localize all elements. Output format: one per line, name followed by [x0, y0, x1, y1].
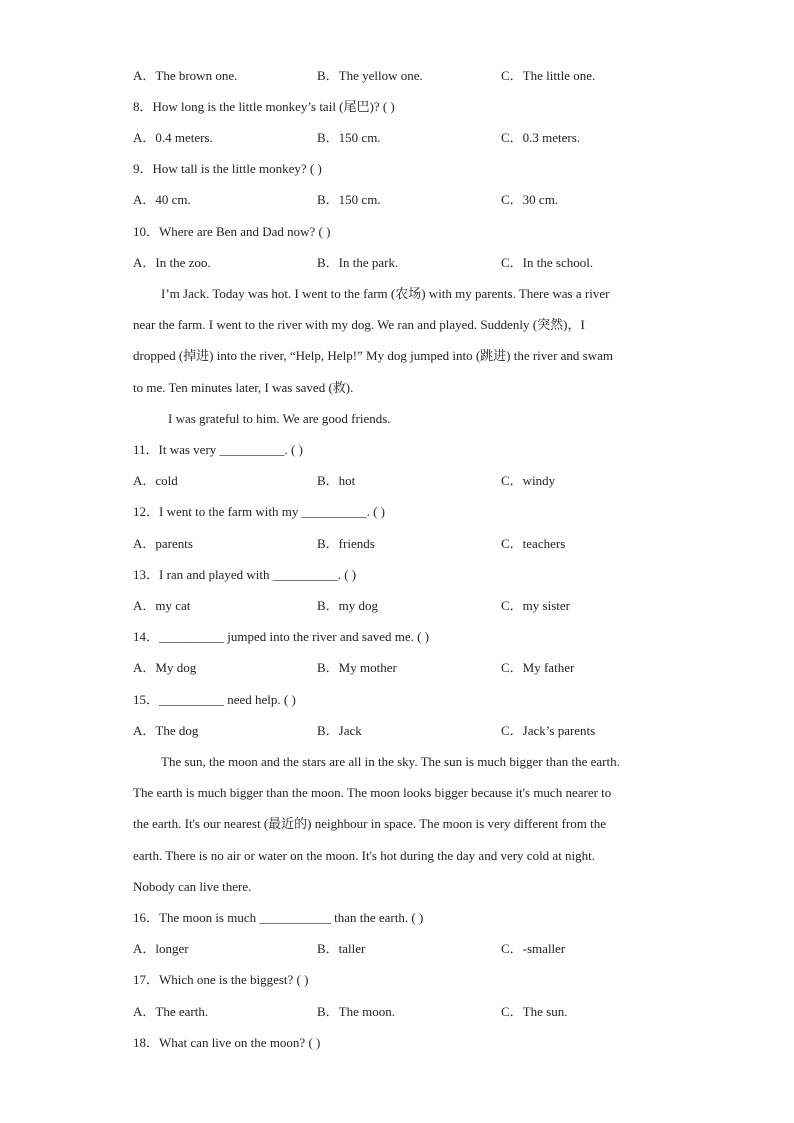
answer-options-row: [133, 190, 673, 210]
option-b: B．My mother: [317, 660, 397, 675]
option-a: A．longer: [133, 941, 189, 956]
question-text: 10．Where are Ben and Dad now? ( ): [133, 224, 331, 239]
question-text: 13．I ran and played with __________. ( ): [133, 567, 357, 582]
passage-line: Nobody can live there.: [133, 879, 252, 894]
answer-options-row: [133, 471, 673, 491]
option-a: A．The dog: [133, 723, 199, 738]
passage-line: near the farm. I went to the river with my dog. We ran and played. Suddenly (突然)，I: [133, 317, 585, 332]
answer-options-row: [133, 658, 673, 678]
option-a: A．parents: [133, 536, 193, 551]
answer-options-row: [133, 253, 673, 273]
option-a: A．my cat: [133, 598, 191, 613]
option-c: C．The sun.: [501, 1004, 568, 1019]
question-text: 12．I went to the farm with my __________. ( ): [133, 504, 386, 519]
answer-options-row: [133, 534, 673, 554]
option-a: A．My dog: [133, 660, 197, 675]
option-b: B．The moon.: [317, 1004, 395, 1019]
answer-options-row: [133, 596, 673, 616]
passage-line: dropped (掉进) into the river, “Help, Help!” My dog jumped into (跳进) the river and swam: [133, 348, 613, 363]
question-text: 18．What can live on the moon? ( ): [133, 1035, 321, 1050]
passage-line: I was grateful to him. We are good friends.: [168, 411, 391, 426]
option-a: A．In the zoo.: [133, 255, 211, 270]
option-b: B．hot: [317, 473, 356, 488]
option-b: B．my dog: [317, 598, 379, 613]
question-text: 15．__________ need help. ( ): [133, 692, 296, 707]
option-b: B．friends: [317, 536, 375, 551]
option-b: B．The yellow one.: [317, 68, 423, 83]
answer-options-row: [133, 66, 673, 86]
answer-options-row: [133, 1002, 673, 1022]
passage-line: The sun, the moon and the stars are all in the sky. The sun is much bigger than the earth.: [161, 754, 620, 769]
option-b: B．In the park.: [317, 255, 399, 270]
question-text: 14．__________ jumped into the river and saved me. ( ): [133, 629, 430, 644]
option-b: B．Jack: [317, 723, 362, 738]
option-c: C．30 cm.: [501, 192, 559, 207]
question-text: 16．The moon is much ___________ than the earth. ( ): [133, 910, 424, 925]
passage-line: the earth. It's our nearest (最近的) neighbour in space. The moon is very different from the: [133, 816, 606, 831]
answer-options-row: [133, 721, 673, 741]
option-c: C．0.3 meters.: [501, 130, 581, 145]
option-c: C．teachers: [501, 536, 566, 551]
option-b: B．150 cm.: [317, 130, 381, 145]
option-a: A．40 cm.: [133, 192, 191, 207]
option-c: C．windy: [501, 473, 556, 488]
option-a: A．The earth.: [133, 1004, 209, 1019]
answer-options-row: [133, 939, 673, 959]
passage-line: The earth is much bigger than the moon. The moon looks bigger because it's much nearer to: [133, 785, 612, 800]
option-b: B．taller: [317, 941, 366, 956]
option-b: B．150 cm.: [317, 192, 381, 207]
option-c: C．The little one.: [501, 68, 596, 83]
option-a: A．0.4 meters.: [133, 130, 213, 145]
passage-line: to me. Ten minutes later, I was saved (救).: [133, 380, 354, 395]
option-a: A．cold: [133, 473, 178, 488]
question-text: 17．Which one is the biggest? ( ): [133, 972, 309, 987]
passage-line: earth. There is no air or water on the moon. It's hot during the day and very cold at night.: [133, 848, 596, 863]
question-text: 9．How tall is the little monkey? ( ): [133, 161, 322, 176]
question-text: 11．It was very __________. ( ): [133, 442, 303, 457]
option-c: C．-smaller: [501, 941, 566, 956]
question-text: 8．How long is the little monkey’s tail (尾巴)? ( ): [133, 99, 395, 114]
option-a: A．The brown one.: [133, 68, 238, 83]
option-c: C．In the school.: [501, 255, 594, 270]
option-c: C．my sister: [501, 598, 570, 613]
answer-options-row: [133, 128, 673, 148]
passage-line: I’m Jack. Today was hot. I went to the farm (农场) with my parents. There was a river: [161, 286, 610, 301]
option-c: C．Jack’s parents: [501, 723, 596, 738]
option-c: C．My father: [501, 660, 575, 675]
